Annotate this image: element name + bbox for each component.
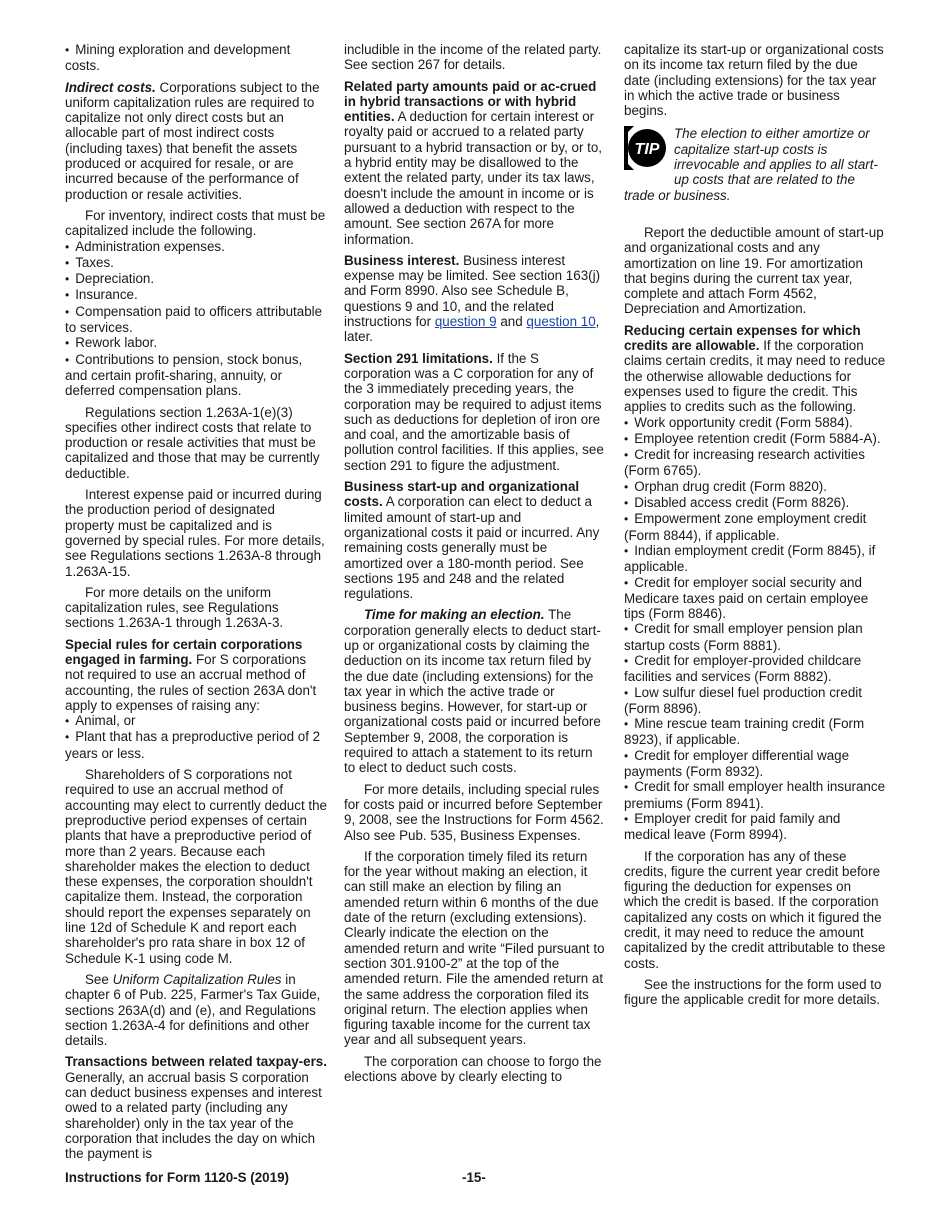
related-taxpayers-heading: Transactions between related taxpay-ers.: [65, 1054, 327, 1070]
list-item: • Insurance.: [65, 287, 327, 303]
hybrid-para: Related party amounts paid or ac-crued in hybrid transactions or with hybrid entities. A deduction for certain interest or royalty paid or accrued to a related party pursuant to a hybrid transaction or by, or to, a hybrid entity may be disallowed to the extent the related party, under its tax laws, doesn't include the amount in income or is allowed a deduction with respect to the amount. See section 267A for more information.: [344, 78, 603, 247]
tip-icon: [624, 126, 668, 170]
list-item: • Employee retention credit (Form 5884-A).: [624, 431, 886, 447]
business-interest-heading: Business interest.: [344, 252, 460, 268]
business-interest-para: Business interest. Business interest expense may be limited. See section 163(j) and Form 8990. Also see Schedule B, questions 9 and 10, and the related instructions for question 9 and question 10, later.: [344, 252, 601, 345]
list-item: • Credit for employer differential wage payments (Form 8932).: [624, 748, 886, 780]
list-item: • Employer credit for paid family and medical leave (Form 8994).: [624, 811, 886, 843]
list-item: • Credit for increasing research activities (Form 6765).: [624, 447, 886, 479]
continued-para: includible in the income of the related party. See section 267 for details.: [344, 42, 602, 73]
column-3: [624, 42, 886, 1014]
column-2: [344, 42, 606, 1090]
any-credits-para: If the corporation has any of these credits, figure the current year credit before figuring the deduction for expenses on which the credit is based. If the corporation capitalized any costs on which it figured the credit, it may need to reduce the amount capitalized by the credit attributable to these costs.: [624, 848, 886, 971]
list-item: • Mine rescue team training credit (Form 8923), if applicable.: [624, 716, 886, 748]
column-1: [65, 42, 327, 1167]
list-item: • Orphan drug credit (Form 8820).: [624, 479, 886, 495]
list-item: • Compensation paid to officers attributable to services.: [65, 304, 327, 336]
see-farmers-guide-para: See Uniform Capitalization Rules in chapter 6 of Pub. 225, Farmer's Tax Guide, sections 263A(d) and (e), and Regulations section 1.263A-4 for definitions and other details.: [65, 971, 321, 1049]
timely-filed-para: If the corporation timely filed its return for the year without making an election, it can still make an election by filing an amended return within 6 months of the due date of the return (excluding extensions). Clearly indicate the election on the amended return and write “Filed pursuant to section 301.9100-2” at the top of the amended return. File the amended return at the same address the corporation filed its original return. The election applies when figuring taxable income for the current tax year and all subsequent years.: [344, 848, 605, 1048]
section-291-para: Section 291 limitations. If the S corporation was a C corporation for any of the 3 immediately preceding years, the corporation may be required to adjust items such as deductions for depletion of iron ore and coal, and the amortizable basis of pollution control facilities. If this applies, see section 291 to figure the adjustment.: [344, 350, 604, 473]
tip-text: The election to either amortize or capitalize start-up costs is irrevocable and applies to all start-up costs that are related to the trade or business.: [624, 126, 878, 203]
question-10-link[interactable]: question 10: [526, 314, 596, 330]
list-item: • Depreciation.: [65, 271, 327, 287]
list-item: • Work opportunity credit (Form 5884).: [624, 415, 886, 431]
section-291-heading: Section 291 limitations.: [344, 350, 493, 366]
interest-expense-para: Interest expense paid or incurred during the production period of designated property must be capitalized and is governed by special rules. For more details, see Regulations sections 1.263A-8 through 1.263A-15.: [65, 487, 325, 579]
continued-para: capitalize its start-up or organizational costs on its income tax return filed by the due date (including extensions) for the tax year in which the active trade or business begins.: [624, 42, 884, 119]
list-item: • Administration expenses.: [65, 239, 327, 255]
list-item: • Indian employment credit (Form 8845), if applicable.: [624, 543, 886, 575]
startup-costs-heading: Business start-up and organizational costs.: [344, 479, 580, 510]
see-instructions-para: See the instructions for the form used to figure the applicable credit for more details.: [624, 976, 882, 1008]
list-item: • Empowerment zone employment credit (Form 8844), if applicable.: [624, 511, 886, 543]
list-item: • Taxes.: [65, 255, 327, 271]
list-item: • Contributions to pension, stock bonus, and certain profit-sharing, annuity, or deferred compensation plans.: [65, 352, 327, 399]
report-deductible-para: Report the deductible amount of start-up and organizational costs and any amortization on line 19. For amortization that begins during the current tax year, complete and attach Form 4562, Depreciation and Amortization.: [624, 224, 884, 317]
shareholders-para: Shareholders of S corporations not required to use an accrual method of accounting may elect to currently deduct the preproductive period expenses of certain plants that have a preproductive period of more than 2 years. Because each shareholder makes the election to deduct these expenses, the corporation shouldn't capitalize them. Instead, the corporation should report the expenses separately on line 12d of Schedule K and report each shareholder's pro rata share in box 12 of Schedule K-1 using code M.: [65, 767, 328, 966]
list-item: • Credit for employer-provided childcare facilities and services (Form 8882).: [624, 653, 886, 685]
list-item: • Credit for small employer pension plan startup costs (Form 8881).: [624, 621, 886, 653]
farming-para: Special rules for certain corporations engaged in farming. For S corporations not required to use an accrual method of accounting, the rules of section 263A don't apply to expenses of raising any:: [65, 636, 317, 713]
indirect-costs-para: Indirect costs. Corporations subject to the uniform capitalization rules are required to capitalize not only direct costs but an allocable part of most indirect costs (including taxes) that benefit the assets produced or acquired for resale, or are incurred because of the performance of production or resale activities.: [65, 79, 320, 202]
time-election-para: Time for making an election. The corporation generally elects to deduct start-up or organizational costs by claiming the deduction on its income tax return filed by the due date (including extensions) for the tax year in which the active trade or business begins. However, for start-up or organizational costs paid or incurred before September 9, 2008, the corporation is required to attach a statement to its return to elect to deduct such costs.: [344, 607, 601, 776]
question-9-link[interactable]: question 9: [434, 314, 497, 330]
special-rules-para: For more details, including special rules for costs paid or incurred before September 9, 2008, see the Instructions for Form 4562. Also see Pub. 535, Business Expenses.: [344, 781, 604, 843]
list-item: • Disabled access credit (Form 8826).: [624, 495, 886, 511]
footer-form-title: Instructions for Form 1120-S (2019): [65, 1170, 289, 1185]
more-details-para: For more details on the uniform capitalization rules, see Regulations sections 1.263A-1 through 1.263A-3.: [65, 584, 284, 631]
list-item: • Credit for employer social security and Medicare taxes paid on certain employee tips (Form 8846).: [624, 575, 886, 622]
tip-box: [624, 126, 886, 202]
page-number: -15-: [462, 1170, 486, 1185]
reducing-expenses-para: Reducing certain expenses for which credits are allowable. If the corporation claims certain credits, it may need to reduce the otherwise allowable deductions for expenses used to figure the credit. This applies to credits such as the following.: [624, 322, 886, 415]
related-taxpayers-para: Transactions between related taxpay-ers. Generally, an accrual basis S corporation can deduct business expenses and interest owed to a related party (including any shareholder) only in the tax year of the corporation that includes the day on which the payment is: [65, 1054, 327, 1162]
list-item: • Plant that has a preproductive period of 2 years or less.: [65, 729, 327, 761]
inventory-intro: For inventory, indirect costs that must be capitalized include the following.: [65, 207, 326, 239]
list-item: • Rework labor.: [65, 335, 327, 351]
mining-bullet: • Mining exploration and development costs.: [65, 42, 327, 74]
farming-heading: Special rules for certain corporations engaged in farming.: [65, 636, 303, 667]
time-election-heading: Time for making an election.: [364, 607, 545, 623]
hybrid-heading: Related party amounts paid or ac-crued in hybrid transactions or with hybrid entities.: [344, 78, 597, 125]
list-item: • Credit for small employer health insurance premiums (Form 8941).: [624, 779, 886, 811]
forgo-elections-para: The corporation can choose to forgo the elections above by clearly electing to: [344, 1053, 602, 1084]
list-item: • Low sulfur diesel fuel production credit (Form 8896).: [624, 685, 886, 717]
list-item: • Animal, or: [65, 713, 327, 729]
startup-costs-para: Business start-up and organizational costs. A corporation can elect to deduct a limited amount of start-up and organizational costs it paid or incurred. Any remaining costs generally must be amortized over a 180-month period. See sections 195 and 248 and the related regulations.: [344, 479, 600, 602]
regulations-para: Regulations section 1.263A-1(e)(3) specifies other indirect costs that relate to production or resale activities that must be capitalized and those that may be currently deductible.: [65, 404, 320, 481]
reducing-expenses-heading: Reducing certain expenses for which credits are allowable.: [624, 322, 861, 354]
indirect-costs-heading: Indirect costs.: [65, 79, 156, 95]
tip-label: TIP: [634, 141, 660, 159]
